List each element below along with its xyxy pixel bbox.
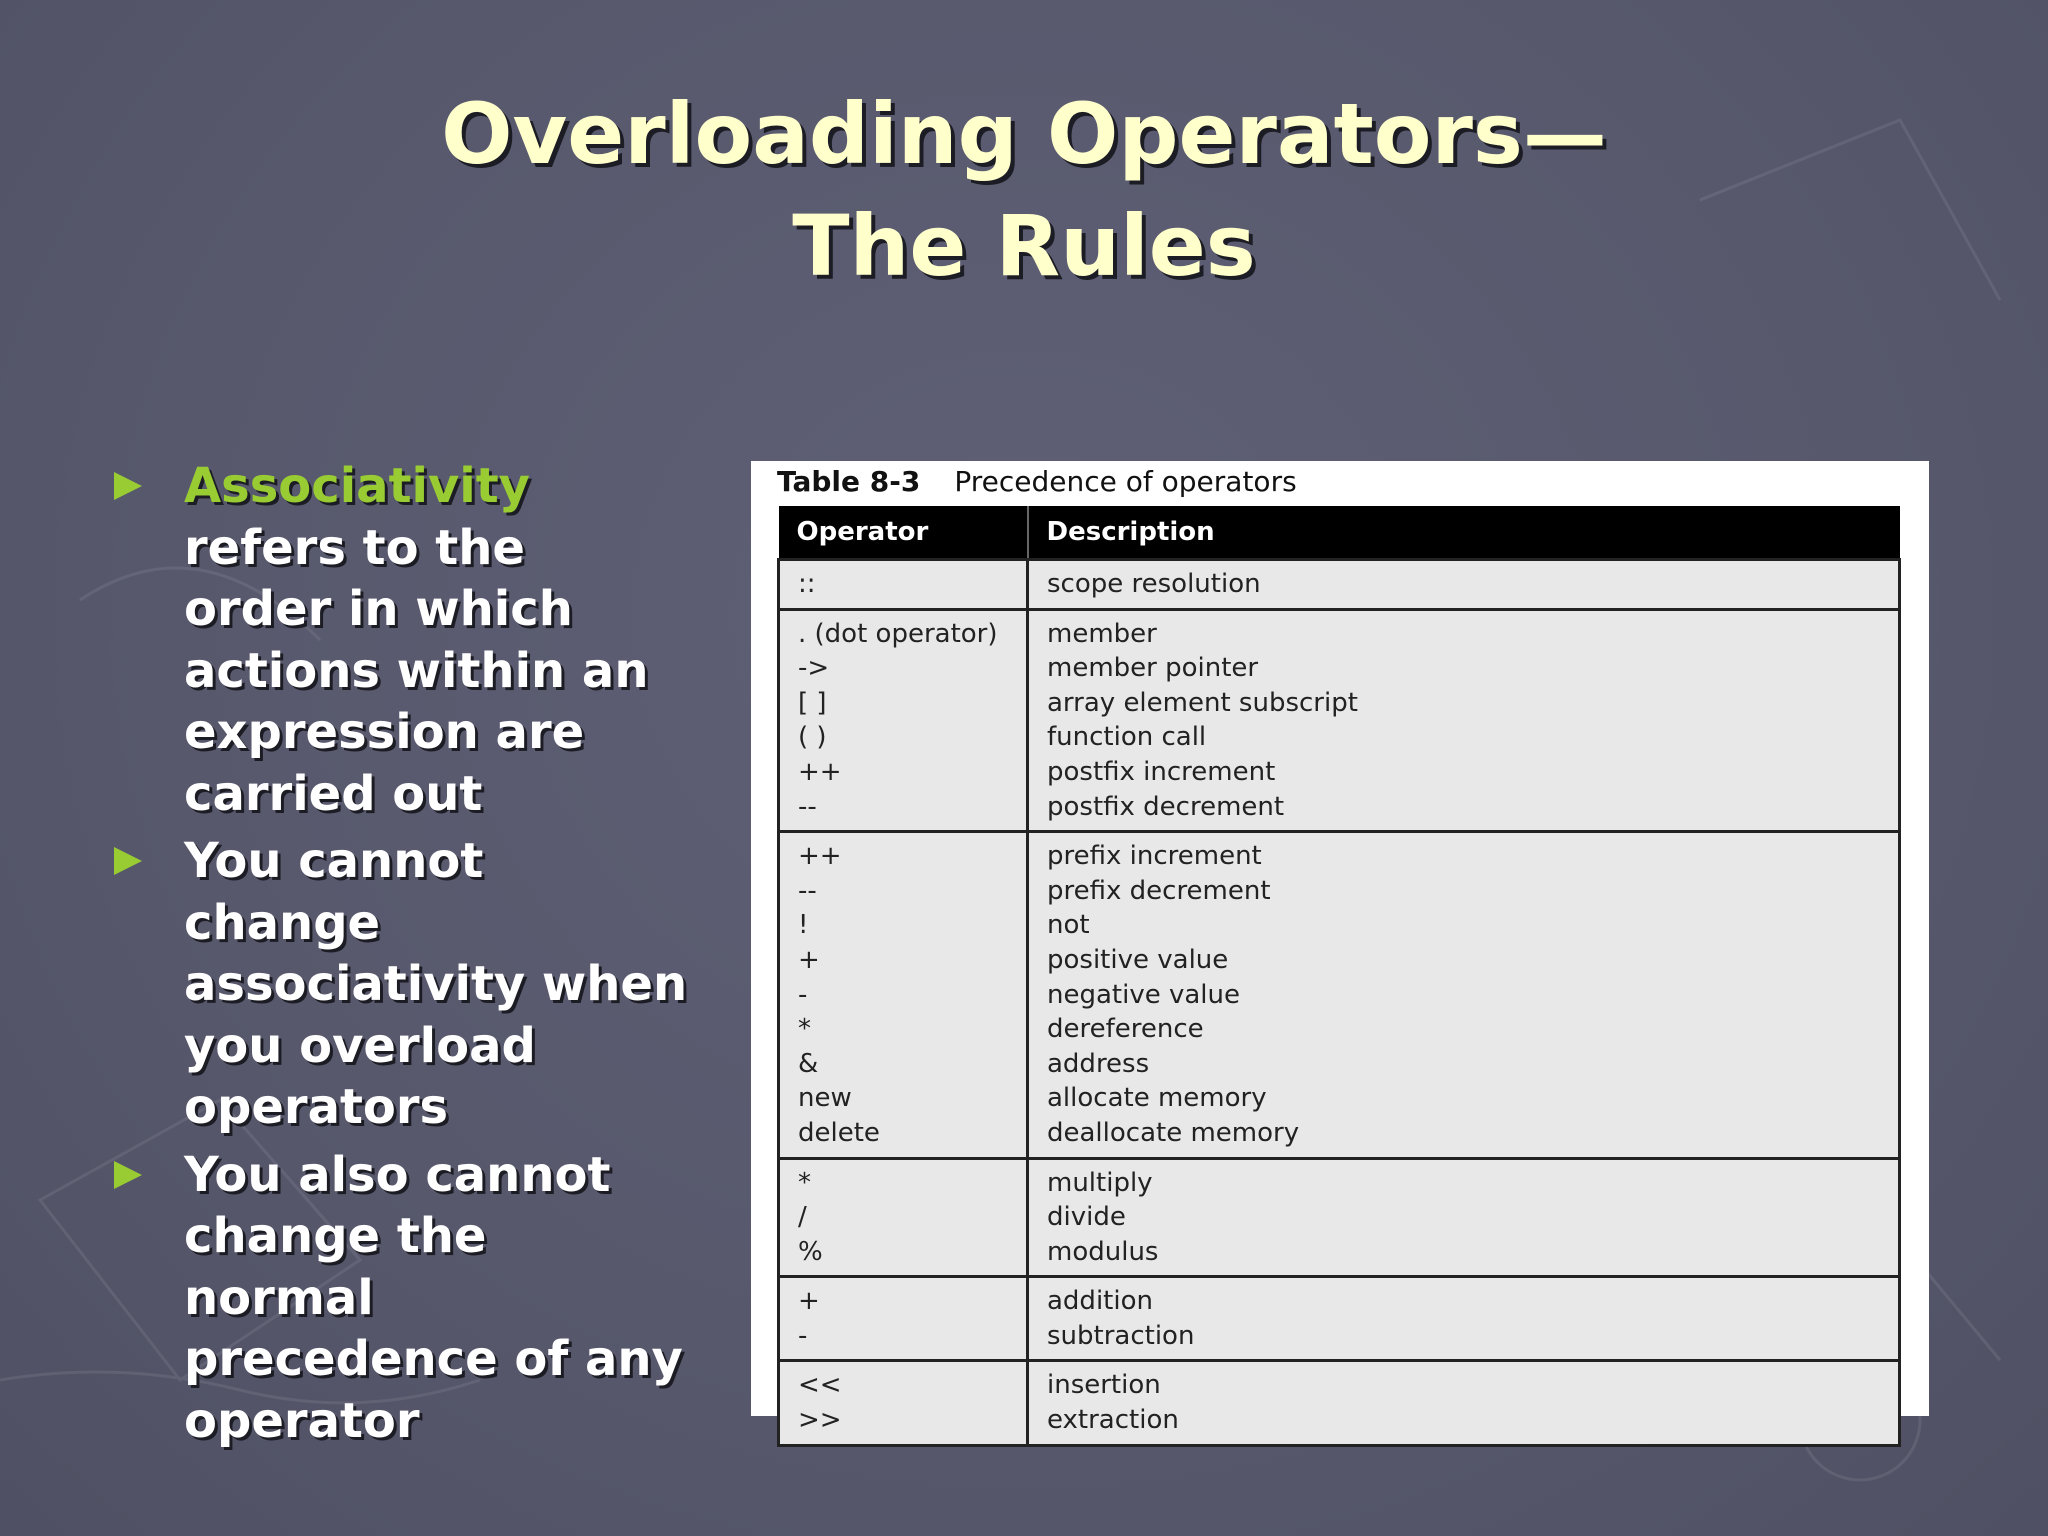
operator-symbol: . (dot operator)	[798, 618, 998, 649]
column-header-description: Description	[1028, 506, 1900, 560]
operator-description: member	[1047, 618, 1157, 649]
operator-symbol: ++	[798, 756, 842, 787]
operator-cell	[779, 1158, 1028, 1277]
operator-symbol: delete	[798, 1117, 880, 1148]
operator-description: addition	[1047, 1286, 1153, 1317]
operator-symbol: new	[798, 1083, 852, 1114]
precedence-table-figure	[751, 461, 1929, 1436]
table-row	[779, 560, 1900, 610]
bullet-list	[108, 456, 688, 1458]
operator-description: deallocate memory	[1047, 1117, 1300, 1148]
operator-symbol: --	[798, 875, 817, 906]
bullet-arrow-icon	[114, 847, 142, 875]
operator-description: array element subscript	[1047, 687, 1358, 718]
operator-description: dereference	[1047, 1014, 1204, 1045]
operator-symbol: <<	[798, 1370, 842, 1401]
operator-symbol: [ ]	[798, 687, 827, 718]
operator-symbol: ->	[798, 653, 830, 684]
table-row	[779, 1277, 1900, 1361]
table-header-row	[779, 506, 1900, 560]
description-cell	[1028, 1277, 1900, 1361]
description-cell	[1028, 832, 1900, 1158]
bullet-item	[108, 456, 688, 825]
operator-description: extraction	[1047, 1405, 1179, 1436]
operator-cell	[779, 832, 1028, 1158]
operator-symbol: +	[798, 944, 820, 975]
operator-symbol: *	[798, 1014, 811, 1045]
bullet-accent-text: Associativity	[184, 458, 530, 514]
operator-description: prefix decrement	[1047, 875, 1271, 906]
operator-description: postfix increment	[1047, 756, 1276, 787]
operator-cell	[779, 609, 1028, 832]
operator-description: subtraction	[1047, 1320, 1195, 1351]
table-caption	[777, 461, 1297, 503]
title-line-2: The Rules	[792, 197, 1256, 295]
operator-description: negative value	[1047, 979, 1240, 1010]
operator-description: scope resolution	[1047, 569, 1261, 599]
operator-description: address	[1047, 1048, 1150, 1079]
table-body	[779, 560, 1900, 1446]
description-cell	[1028, 1361, 1900, 1445]
bullet-text: You also cannot change the normal precedence of any operator	[184, 1146, 683, 1449]
operator-symbol: /	[798, 1202, 807, 1233]
operator-symbol: --	[798, 791, 817, 822]
table-row	[779, 1361, 1900, 1445]
table-row	[779, 609, 1900, 832]
slide-title	[0, 78, 2048, 302]
operator-description: function call	[1047, 722, 1207, 753]
operator-cell	[779, 1361, 1028, 1445]
bullet-arrow-icon	[114, 1161, 142, 1189]
title-line-1: Overloading Operators—	[441, 85, 1607, 183]
operator-symbol: &	[798, 1048, 819, 1079]
operator-description: allocate memory	[1047, 1083, 1267, 1114]
operator-description: divide	[1047, 1202, 1126, 1233]
table-row	[779, 1158, 1900, 1277]
operator-symbol: ++	[798, 841, 842, 872]
operator-symbol: *	[798, 1167, 811, 1198]
column-header-operator: Operator	[779, 506, 1028, 560]
operator-symbol: ::	[798, 569, 816, 599]
operator-symbol: >>	[798, 1405, 842, 1436]
description-cell	[1028, 1158, 1900, 1277]
operator-symbol: ( )	[798, 722, 827, 753]
table-number: Table 8-3	[777, 465, 921, 498]
operator-symbol: %	[798, 1236, 823, 1267]
operator-symbol: -	[798, 979, 808, 1010]
operator-symbol: -	[798, 1320, 808, 1351]
bullet-item	[108, 831, 688, 1139]
description-cell	[1028, 609, 1900, 832]
operator-description: multiply	[1047, 1167, 1153, 1198]
operator-description: positive value	[1047, 944, 1229, 975]
operator-symbol: !	[798, 910, 809, 941]
operator-description: postfix decrement	[1047, 791, 1285, 822]
operator-description: member pointer	[1047, 653, 1259, 684]
operator-description: insertion	[1047, 1370, 1161, 1401]
bullet-text: You cannot change associativity when you overload operators	[184, 833, 688, 1135]
bullet-arrow-icon	[114, 472, 142, 500]
table-caption-text: Precedence of operators	[954, 465, 1297, 498]
operator-description: not	[1047, 910, 1090, 941]
bullet-text: refers to the order in which actions within an expression are carried out	[184, 519, 649, 822]
operator-description: prefix increment	[1047, 841, 1262, 872]
operator-cell	[779, 1277, 1028, 1361]
bullet-item	[108, 1145, 688, 1453]
table-row	[779, 832, 1900, 1158]
operator-description: modulus	[1047, 1236, 1159, 1267]
operator-cell	[779, 560, 1028, 610]
precedence-table	[777, 506, 1901, 1447]
operator-symbol: +	[798, 1286, 820, 1317]
description-cell	[1028, 560, 1900, 610]
